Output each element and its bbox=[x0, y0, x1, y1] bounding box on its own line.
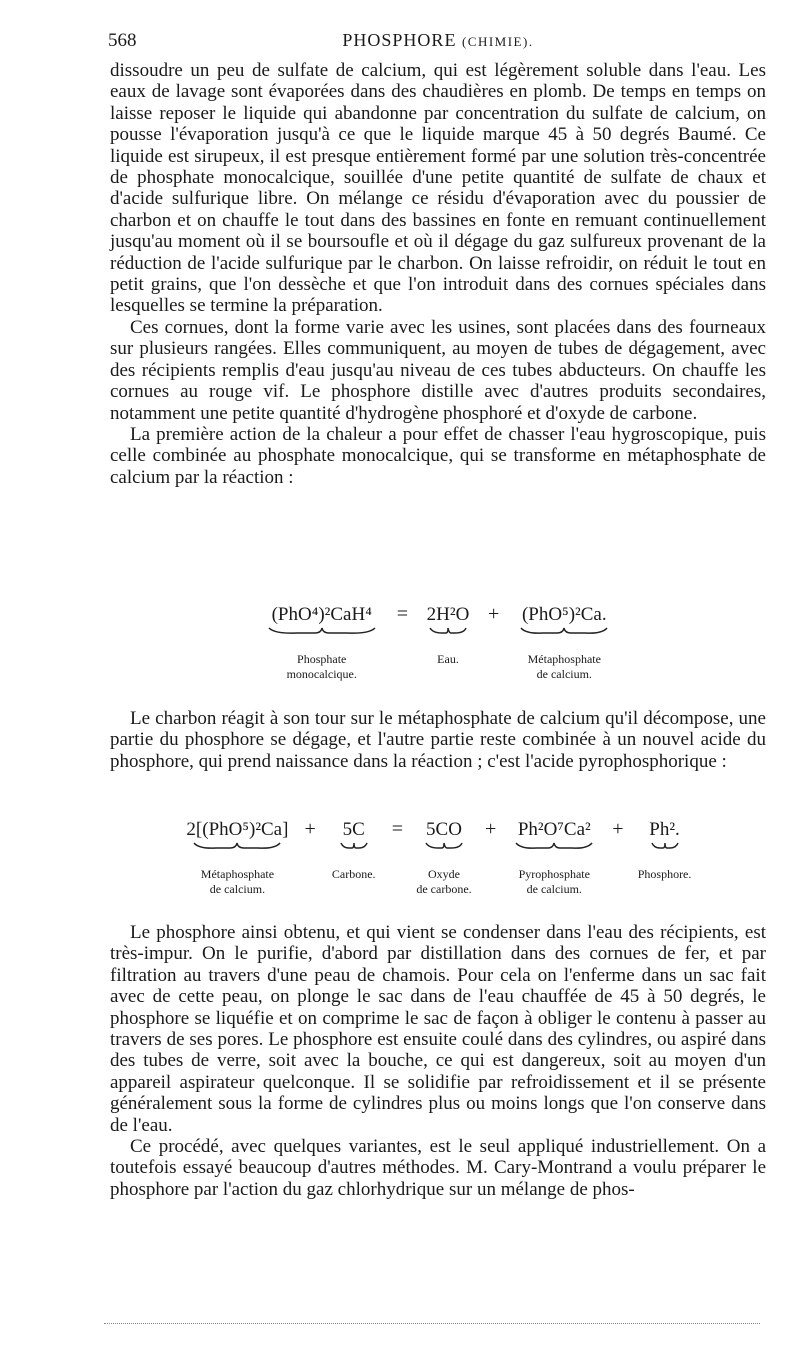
equation-caption: Phosphate monocalcique. bbox=[286, 652, 357, 681]
equation-term: 5C Carbone. bbox=[324, 819, 384, 850]
paragraph: dissoudre un peu de sulfate de calcium, qui est légèrement soluble dans l'eau. Les eaux de lavage sont évaporées dans des chaudières en plomb. De temps en temps on laisse reposer le liquide qui abandonne par concentration du sulfate de calcium, on pousse l'évaporation jusqu'à ce que le liquide marque 45 à 50 degrés Baumé. Ce liquide est sirupeux, il est presque entièrement formé par une solution très-concentrée de phosphate monocalcique, souillée d'une petite quantité de sulfate de chaux et d'acide sulfurique libre. On mélange ce résidu d'évaporation avec du poussier de charbon et on chauffe le tout dans des bassines en fonte en remuant continuellement jusqu'au moment où il se boursoufle et où il dégage du gaz sulfureux provenant de la réduction de l'acide sulfurique par le charbon. On laisse refroidir, on réduit le tout en petit grains, que l'on dessèche et que l'on introduit dans des cornues spéciales dans lesquelles se termine la préparation. bbox=[110, 60, 766, 317]
equation-pyrophosphate bbox=[110, 818, 766, 908]
paragraph: Le charbon réagit à son tour sur le métaphosphate de calcium qu'il décompose, une partie du phosphore se dégage, et l'autre partie reste combinée à un nouvel acide du phosphore, qui prend naissance dans la réaction ; c'est l'acide pyrophosphorique : bbox=[110, 708, 766, 772]
running-title-sub: (CHIMIE). bbox=[461, 34, 534, 49]
running-title bbox=[108, 30, 768, 51]
plus-sign: + bbox=[485, 818, 497, 840]
paragraph: Ces cornues, dont la forme varie avec les usines, sont placées dans des fourneaux sur plusieurs rangées. Elles communiquent, au moyen de tubes de dégagement, avec des récipients remplis d'eau jusqu'au niveau de ces tubes abducteurs. On chauffe les cornues au rouge vif. Le phosphore distille avec d'autres produits secondaires, notamment une petite quantité d'hydrogène phosphoré et d'oxyde de carbone. bbox=[110, 316, 766, 424]
equals-sign: = bbox=[396, 603, 408, 625]
paragraph: Le phosphore ainsi obtenu, et qui vient se condenser dans l'eau des récipients, est très-impur. On le purifie, d'abord par distillation dans des cornues de fer, et par filtration au travers d'une peau de chamois. Pour cela on l'enferme dans un sac fait avec de cette peau, on plonge le sac dans de l'eau chauffée de 45 à 50 degrés, le phosphore se liquéfie et on comprime le sac de façon à obliger le contenu à passer au travers de ses pores. Le phosphore est ensuite coulé dans des cylindres, ou aspiré dans des tubes de verre, soit avec la bouche, ce qui est dangereux, soit au moyen d'un appareil aspirateur quelconque. Il se solidifie par refroidissement et il se présente généralement sous la forme de cylindres plus ou moins longs que l'on conserve dans de l'eau. bbox=[110, 922, 766, 1136]
text-block-1 bbox=[110, 60, 766, 488]
footer-rule bbox=[104, 1323, 760, 1324]
text-block-3 bbox=[110, 922, 766, 1200]
paragraph: La première action de la chaleur a pour effet de chasser l'eau hygroscopique, puis celle combinée au phosphate monocalcique, qui se transforme en métaphosphate de calcium par la réaction : bbox=[110, 423, 766, 488]
equation-term: 2[(PhO⁵)²Ca] Métaphosphate de calcium. bbox=[178, 819, 296, 850]
equation-term: Ph²O⁷Ca² Pyrophosphate de calcium. bbox=[504, 819, 604, 850]
equation-caption: Phosphore. bbox=[637, 867, 692, 881]
plus-sign: + bbox=[612, 818, 624, 840]
plus-sign: + bbox=[488, 603, 500, 625]
paragraph: Ce procédé, avec quelques variantes, est le seul appliqué industriellement. On a toutefois essayé beaucoup d'autres méthodes. M. Cary-Montrand a voulu préparer le phosphore par l'action du gaz chlorhydrique sur un mélange de phos- bbox=[110, 1136, 766, 1200]
equation-caption: Eau. bbox=[437, 652, 459, 666]
running-title-main: PHOSPHORE bbox=[342, 30, 457, 50]
page-header bbox=[108, 30, 768, 54]
equation-caption: Carbone. bbox=[331, 867, 376, 881]
equation-term: 5CO Oxyde de carbone. bbox=[411, 819, 477, 850]
equation-caption: Oxyde de carbone. bbox=[416, 867, 472, 896]
equals-sign: = bbox=[391, 818, 403, 840]
equation-term: (PhO⁵)²Ca. Métaphosphate de calcium. bbox=[509, 604, 619, 635]
equation-metaphosphate bbox=[110, 603, 766, 693]
equation-caption: Métaphosphate de calcium. bbox=[527, 652, 601, 681]
equation-caption: Pyrophosphate de calcium. bbox=[518, 867, 590, 896]
plus-sign: + bbox=[304, 818, 316, 840]
text-block-2 bbox=[110, 708, 766, 772]
equation-term: 2H²O Eau. bbox=[418, 604, 478, 635]
equation-term: Ph². Phosphore. bbox=[632, 819, 698, 850]
equation-caption: Métaphosphate de calcium. bbox=[200, 867, 275, 896]
equation-term: (PhO⁴)²CaH⁴ Phosphate monocalcique. bbox=[257, 604, 387, 635]
page-number: 568 bbox=[108, 30, 137, 51]
